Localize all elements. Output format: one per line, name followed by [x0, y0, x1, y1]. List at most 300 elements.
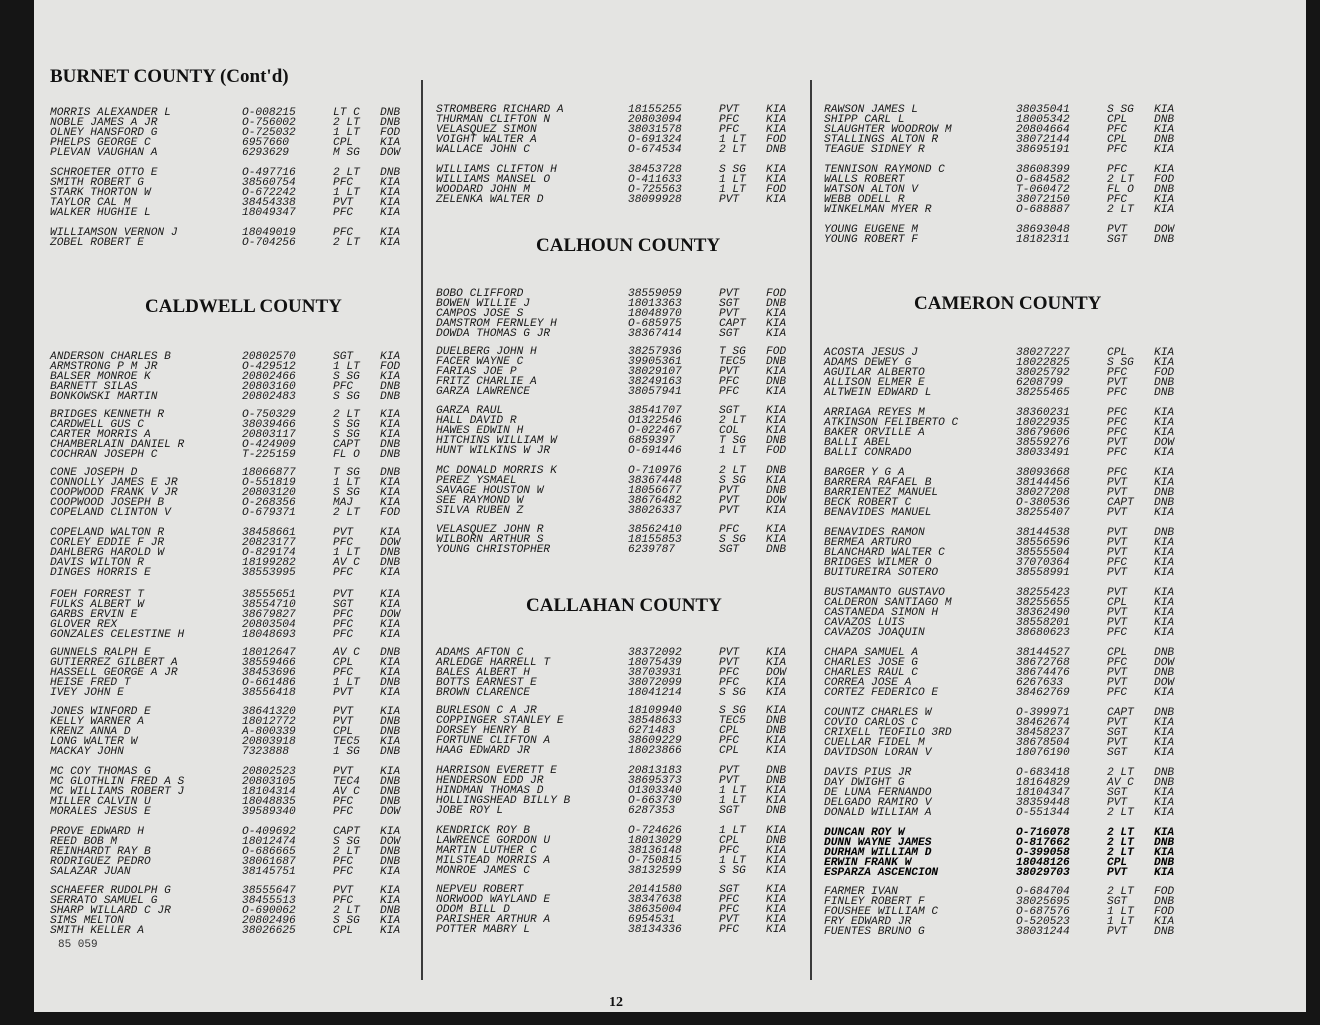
entry-status: DOW — [766, 667, 787, 679]
entry-status: DNB — [380, 677, 401, 689]
entry-rank: 1 LT — [1107, 906, 1134, 918]
entry-name: VELASQUEZ SIMON — [436, 124, 537, 136]
entry-serial: 38072099 — [628, 677, 682, 689]
entry-status: DNB — [1154, 667, 1175, 679]
entry-status: DNB — [766, 356, 787, 368]
entry-serial: 38360231 — [1016, 407, 1070, 419]
entry-status: KIA — [380, 419, 401, 431]
entry-rank: PVT — [719, 765, 740, 777]
entry-serial: 38693048 — [1016, 224, 1070, 236]
entry-rank: AV C — [333, 557, 360, 569]
entry-name: BONKOWSKI MARTIN — [50, 391, 158, 403]
entry-name: STALLINGS ALTON R — [824, 134, 939, 146]
entry-serial: 38695191 — [1016, 144, 1070, 156]
entry-rank: SGT — [1107, 234, 1128, 246]
entry-rank: PFC — [719, 667, 740, 679]
entry-rank: PVT — [1107, 437, 1128, 449]
entry-status: DNB — [766, 435, 787, 447]
entry-rank: PFC — [333, 629, 354, 641]
entry-serial: O-268356 — [242, 497, 296, 509]
entry-status: KIA — [1154, 916, 1175, 928]
entry-name: CORLEY EDDIE F JR — [50, 537, 165, 549]
entry-name: BUSTAMANTO GUSTAVO — [824, 587, 945, 599]
entry-status: KIA — [766, 884, 787, 896]
entry-name: BARNETT SILAS — [50, 381, 138, 393]
entry-rank: PVT — [333, 527, 354, 539]
entry-name: DAVIDSON LORAN V — [824, 747, 932, 759]
casualty-entry — [50, 508, 415, 518]
casualty-entry — [436, 329, 811, 339]
entry-serial: O-725563 — [628, 184, 682, 196]
entry-status: KIA — [380, 567, 401, 579]
entry-group — [50, 528, 415, 578]
entry-name: GARBS ERVIN E — [50, 609, 138, 621]
casualty-entry — [824, 235, 1199, 245]
entry-rank: S SG — [1107, 104, 1134, 116]
entry-name: ADAMS AFTON C — [436, 647, 524, 659]
entry-name: CUELLAR FIDEL M — [824, 737, 925, 749]
entry-serial: 38099928 — [628, 194, 682, 206]
entry-status: DNB — [766, 775, 787, 787]
entry-serial: O-687576 — [1016, 906, 1070, 918]
entry-rank: 2 LT — [1107, 767, 1134, 779]
entry-group — [824, 828, 1199, 878]
casualty-entry — [824, 628, 1199, 638]
entry-serial: 38559466 — [242, 657, 296, 669]
entry-rank: AV C — [333, 786, 360, 798]
entry-serial: 18013363 — [628, 298, 682, 310]
entry-rank: SGT — [719, 298, 740, 310]
entry-serial: 38367448 — [628, 475, 682, 487]
entry-serial: O1303340 — [628, 785, 682, 797]
entry-status: FOD — [380, 127, 401, 139]
entry-status: KIA — [380, 187, 401, 199]
entry-status: KIA — [380, 497, 401, 509]
entry-serial: 6208799 — [1016, 377, 1063, 389]
entry-name: MC DONALD MORRIS K — [436, 465, 557, 477]
entry-serial: 18005342 — [1016, 114, 1070, 126]
entry-rank: CPL — [333, 137, 354, 149]
entry-rank: PFC — [1107, 407, 1128, 419]
entry-rank: PVT — [1107, 377, 1128, 389]
entry-status: FOD — [380, 507, 401, 519]
entry-name: ODOM BILL D — [436, 904, 510, 916]
entry-rank: PFC — [333, 895, 354, 907]
entry-serial: 38676482 — [628, 495, 682, 507]
entry-name: DINGES HORRIS E — [50, 567, 151, 579]
entry-name: BARGER Y G A — [824, 467, 905, 479]
entry-status: KIA — [380, 619, 401, 631]
entry-serial: T-225159 — [242, 449, 296, 461]
entry-status: DNB — [380, 746, 401, 758]
entry-serial: T-060472 — [1016, 184, 1070, 196]
entry-name: GARZA LAWRENCE — [436, 386, 530, 398]
roster-page — [34, 0, 1306, 1012]
entry-rank: PVT — [1107, 926, 1128, 938]
entry-status: DNB — [380, 726, 401, 738]
entry-serial: 38558201 — [1016, 617, 1070, 629]
entry-rank: 2 LT — [333, 237, 360, 249]
entry-name: CRIXELL TEOFILO 3RD — [824, 727, 952, 739]
entry-rank: 2 LT — [333, 167, 360, 179]
entry-name: HITCHINS WILLIAM W — [436, 435, 557, 447]
entry-name: BAKER ORVILLE A — [824, 427, 925, 439]
entry-status: DNB — [1154, 647, 1175, 659]
entry-status: KIA — [380, 599, 401, 611]
entry-name: MORRIS ALEXANDER L — [50, 107, 171, 119]
entry-serial: 20803117 — [242, 429, 296, 441]
entry-status: DNB — [380, 796, 401, 808]
entry-rank: CPL — [333, 925, 354, 937]
entry-rank: FL O — [333, 449, 360, 461]
entry-serial: 18056677 — [628, 485, 682, 497]
entry-name: FOUSHEE WILLIAM C — [824, 906, 939, 918]
entry-status: KIA — [380, 371, 401, 383]
entry-serial: 38453696 — [242, 667, 296, 679]
entry-rank: PFC — [719, 904, 740, 916]
entry-status: KIA — [1154, 467, 1175, 479]
entry-rank: SGT — [333, 351, 354, 363]
entry-rank: 2 LT — [1107, 886, 1134, 898]
entry-name: FOEH FORREST T — [50, 589, 144, 601]
entry-status: KIA — [1154, 727, 1175, 739]
entry-name: PARISHER ARTHUR A — [436, 914, 551, 926]
entry-serial: 38674476 — [1016, 667, 1070, 679]
entry-name: BALLI CONRADO — [824, 447, 912, 459]
entry-name: WALLACE JOHN C — [436, 144, 530, 156]
entry-name: FUENTES BRUNO G — [824, 926, 925, 938]
entry-serial: 18049347 — [242, 207, 296, 219]
entry-name: GUTIERREZ GILBERT A — [50, 657, 178, 669]
entry-name: ATKINSON FELIBERTO C — [824, 417, 959, 429]
entry-name: VELASQUEZ JOHN R — [436, 524, 544, 536]
casualty-entry — [824, 748, 1199, 758]
column-divider — [421, 80, 423, 980]
entry-status: KIA — [1154, 507, 1175, 519]
entry-group — [50, 468, 415, 518]
entry-rank: 1 LT — [333, 477, 360, 489]
entry-status: KIA — [766, 124, 787, 136]
casualty-entry — [824, 145, 1199, 155]
entry-name: SLAUGHTER WOODROW M — [824, 124, 952, 136]
entry-status: FOD — [1154, 906, 1175, 918]
entry-serial: O1322546 — [628, 415, 682, 427]
entry-name: SMITH ROBERT G — [50, 177, 144, 189]
entry-group — [824, 887, 1199, 937]
entry-status: KIA — [766, 328, 787, 340]
entry-name: DUNN WAYNE JAMES — [824, 837, 932, 849]
entry-serial: 20813183 — [628, 765, 682, 777]
entry-serial: 18104314 — [242, 786, 296, 798]
entry-name: CHARLES JOSE G — [824, 657, 918, 669]
entry-name: REINHARDT RAY B — [50, 846, 151, 858]
entry-rank: S SG — [333, 487, 360, 499]
entry-rank: PFC — [719, 386, 740, 398]
entry-rank: 1 SG — [333, 746, 360, 758]
entry-serial: 18012647 — [242, 647, 296, 659]
entry-rank: PFC — [1107, 427, 1128, 439]
entry-name: RAWSON JAMES L — [824, 104, 918, 116]
entry-rank: PVT — [719, 288, 740, 300]
entry-status: DOW — [380, 147, 401, 159]
entry-group — [824, 408, 1199, 458]
entry-status: KIA — [766, 865, 787, 877]
entry-status: DNB — [1154, 707, 1175, 719]
entry-name: DUNCAN ROY W — [824, 827, 905, 839]
entry-serial: 38678504 — [1016, 737, 1070, 749]
entry-serial: O-817662 — [1016, 837, 1070, 849]
entry-rank: 2 LT — [333, 409, 360, 421]
entry-group — [436, 885, 811, 935]
entry-rank: PFC — [333, 609, 354, 621]
entry-rank: PFC — [719, 677, 740, 689]
entry-name: FACER WAYNE C — [436, 356, 524, 368]
entry-status: FOD — [766, 346, 787, 358]
entry-name: NORWOOD WAYLAND E — [436, 894, 551, 906]
entry-serial: O-679371 — [242, 507, 296, 519]
entry-status: DNB — [1154, 234, 1175, 246]
entry-group — [50, 352, 415, 402]
entry-rank: S SG — [719, 164, 746, 176]
entry-status: DOW — [1154, 657, 1175, 669]
entry-name: GLOVER REX — [50, 619, 118, 631]
entry-name: JONES WINFORD E — [50, 706, 151, 718]
entry-rank: SGT — [1107, 896, 1128, 908]
entry-status: KIA — [766, 677, 787, 689]
entry-serial: 38641320 — [242, 706, 296, 718]
entry-serial: O-829174 — [242, 547, 296, 559]
entry-status: FOD — [380, 361, 401, 373]
entry-status: KIA — [1154, 567, 1175, 579]
entry-serial: 20823177 — [242, 537, 296, 549]
entry-rank: 1 LT — [333, 127, 360, 139]
entry-name: COOPWOOD FRANK V JR — [50, 487, 178, 499]
entry-status: KIA — [380, 409, 401, 421]
entry-serial: 38553995 — [242, 567, 296, 579]
entry-status: KIA — [766, 785, 787, 797]
entry-status: KIA — [380, 237, 401, 249]
entry-serial: 38608399 — [1016, 164, 1070, 176]
entry-name: WILLIAMS MANSEL O — [436, 174, 551, 186]
entry-serial: 38458661 — [242, 527, 296, 539]
entry-rank: PFC — [1107, 367, 1128, 379]
entry-serial: O-684582 — [1016, 174, 1070, 186]
entry-rank: PFC — [333, 796, 354, 808]
entry-serial: 38255465 — [1016, 387, 1070, 399]
entry-rank: AV C — [1107, 777, 1134, 789]
entry-status: KIA — [766, 308, 787, 320]
entry-status: DOW — [380, 836, 401, 848]
footer-code: 85 059 — [58, 939, 98, 951]
entry-status: DNB — [380, 786, 401, 798]
entry-serial: 38558991 — [1016, 567, 1070, 579]
entry-serial: 18199282 — [242, 557, 296, 569]
entry-name: HENDERSON EDD JR — [436, 775, 544, 787]
entry-rank: S SG — [719, 475, 746, 487]
entry-serial: 38559059 — [628, 288, 682, 300]
entry-rank: CPL — [719, 835, 740, 847]
entry-status: DNB — [380, 381, 401, 393]
entry-serial: 38359448 — [1016, 797, 1070, 809]
entry-status: DNB — [380, 167, 401, 179]
entry-name: WILLIAMS CLIFTON H — [436, 164, 557, 176]
entry-name: FINLEY ROBERT F — [824, 896, 925, 908]
entry-name: KENDRICK ROY B — [436, 825, 530, 837]
entry-name: YOUNG CHRISTOPHER — [436, 544, 551, 556]
entry-status: DNB — [1154, 837, 1175, 849]
entry-group — [436, 347, 811, 397]
entry-serial: 38039466 — [242, 419, 296, 431]
entry-rank: CPL — [719, 725, 740, 737]
entry-rank: PVT — [1107, 547, 1128, 559]
entry-status: DNB — [766, 544, 787, 556]
entry-serial: O-691446 — [628, 445, 682, 457]
entry-name: SIMS MELTON — [50, 915, 124, 927]
entry-serial: O-399058 — [1016, 847, 1070, 859]
entry-rank: PFC — [1107, 557, 1128, 569]
entry-name: PHELPS GEORGE C — [50, 137, 151, 149]
entry-status: DOW — [380, 537, 401, 549]
entry-status: DNB — [380, 557, 401, 569]
entry-status: KIA — [1154, 607, 1175, 619]
entry-status: KIA — [766, 425, 787, 437]
casualty-entry — [824, 688, 1199, 698]
entry-name: BLANCHARD WALTER C — [824, 547, 945, 559]
entry-status: KIA — [1154, 557, 1175, 569]
entry-serial: 38554710 — [242, 599, 296, 611]
entry-status: DNB — [1154, 497, 1175, 509]
entry-serial: O-380536 — [1016, 497, 1070, 509]
entry-serial: 38556596 — [1016, 537, 1070, 549]
entry-group — [50, 707, 415, 757]
entry-group — [436, 766, 811, 816]
entry-serial: 18076190 — [1016, 747, 1070, 759]
entry-status: KIA — [1154, 427, 1175, 439]
entry-name: DELGADO RAMIRO V — [824, 797, 932, 809]
entry-rank: CPL — [719, 745, 740, 757]
entry-serial: 38031578 — [628, 124, 682, 136]
entry-rank: 1 LT — [333, 547, 360, 559]
entry-name: MC WILLIAMS ROBERT J — [50, 786, 185, 798]
entry-rank: PVT — [333, 687, 354, 699]
entry-serial: 38541707 — [628, 405, 682, 417]
entry-rank: 1 LT — [719, 134, 746, 146]
entry-rank: 2 LT — [1107, 204, 1134, 216]
entry-rank: PVT — [333, 885, 354, 897]
entry-serial: 38132599 — [628, 865, 682, 877]
entry-name: COVIO CARLOS C — [824, 717, 918, 729]
entry-name: FRY EDWARD JR — [824, 916, 912, 928]
entry-serial: 38025695 — [1016, 896, 1070, 908]
entry-name: CORTEZ FEDERICO E — [824, 687, 939, 699]
entry-serial: 6267633 — [1016, 677, 1063, 689]
county-heading: CALHOUN COUNTY — [536, 235, 721, 256]
entry-rank: PVT — [1107, 797, 1128, 809]
entry-name: MARTIN LUTHER C — [436, 845, 537, 857]
entry-status: KIA — [1154, 587, 1175, 599]
entry-serial: 20803094 — [628, 114, 682, 126]
entry-rank: PFC — [1107, 687, 1128, 699]
entry-serial: 20802483 — [242, 391, 296, 403]
entry-status: KIA — [380, 429, 401, 441]
entry-name: CORREA JOSE A — [824, 677, 912, 689]
casualty-entry — [50, 688, 415, 698]
entry-serial: 20802496 — [242, 915, 296, 927]
entry-rank: PFC — [1107, 467, 1128, 479]
entry-rank: PFC — [333, 227, 354, 239]
entry-name: DAVIS PIUS JR — [824, 767, 912, 779]
entry-serial: 38026337 — [628, 505, 682, 517]
entry-status: KIA — [1154, 627, 1175, 639]
entry-serial: O-750329 — [242, 409, 296, 421]
entry-rank: PFC — [719, 894, 740, 906]
entry-rank: SGT — [719, 405, 740, 417]
entry-rank: SGT — [719, 805, 740, 817]
entry-name: KELLY WARNER A — [50, 716, 144, 728]
entry-group — [824, 348, 1199, 398]
entry-serial: 38609229 — [628, 735, 682, 747]
entry-serial: 18012474 — [242, 836, 296, 848]
entry-name: BARRERA RAFAEL B — [824, 477, 932, 489]
entry-status: KIA — [380, 667, 401, 679]
entry-status: KIA — [380, 915, 401, 927]
entry-name: BURLESON C A JR — [436, 705, 537, 717]
entry-group — [824, 165, 1199, 215]
entry-rank: 2 LT — [333, 507, 360, 519]
entry-name: DONALD WILLIAM A — [824, 807, 932, 819]
entry-rank: 2 LT — [333, 905, 360, 917]
entry-group — [50, 108, 415, 158]
entry-serial: 38680623 — [1016, 627, 1070, 639]
entry-name: WILLIAMSON VERNON J — [50, 227, 178, 239]
entry-serial: 18182311 — [1016, 234, 1070, 246]
entry-name: DAVIS WILTON R — [50, 557, 144, 569]
entry-rank: PFC — [333, 806, 354, 818]
entry-serial: 18164829 — [1016, 777, 1070, 789]
entry-status: KIA — [766, 914, 787, 926]
entry-serial: 37070364 — [1016, 557, 1070, 569]
entry-status: KIA — [1154, 547, 1175, 559]
entry-serial: O-704256 — [242, 237, 296, 249]
entry-name: SALAZAR JUAN — [50, 866, 131, 878]
entry-rank: COL — [719, 425, 740, 437]
entry-name: ARLEDGE HARRELL T — [436, 657, 551, 669]
entry-status: KIA — [766, 924, 787, 936]
entry-rank: S SG — [719, 534, 746, 546]
entry-status: DOW — [1154, 677, 1175, 689]
entry-status: KIA — [1154, 867, 1175, 879]
entry-status: KIA — [1154, 617, 1175, 629]
entry-status: KIA — [1154, 597, 1175, 609]
casualty-entry — [436, 746, 811, 756]
entry-serial: 18049019 — [242, 227, 296, 239]
entry-status: DOW — [380, 806, 401, 818]
entry-serial: 20802523 — [242, 766, 296, 778]
entry-status: DNB — [1154, 487, 1175, 499]
entry-serial: 38144527 — [1016, 647, 1070, 659]
entry-status: DNB — [766, 725, 787, 737]
entry-serial: 38367414 — [628, 328, 682, 340]
entry-name: BOBO CLIFFORD — [436, 288, 524, 300]
entry-status: KIA — [1154, 347, 1175, 359]
casualty-entry — [50, 807, 415, 817]
entry-name: CALDERON SANTIAGO M — [824, 597, 952, 609]
entry-rank: PFC — [333, 667, 354, 679]
entry-name: STARK THORTON W — [50, 187, 151, 199]
entry-serial: 38057941 — [628, 386, 682, 398]
entry-status: DNB — [380, 846, 401, 858]
entry-serial: 18023866 — [628, 745, 682, 757]
